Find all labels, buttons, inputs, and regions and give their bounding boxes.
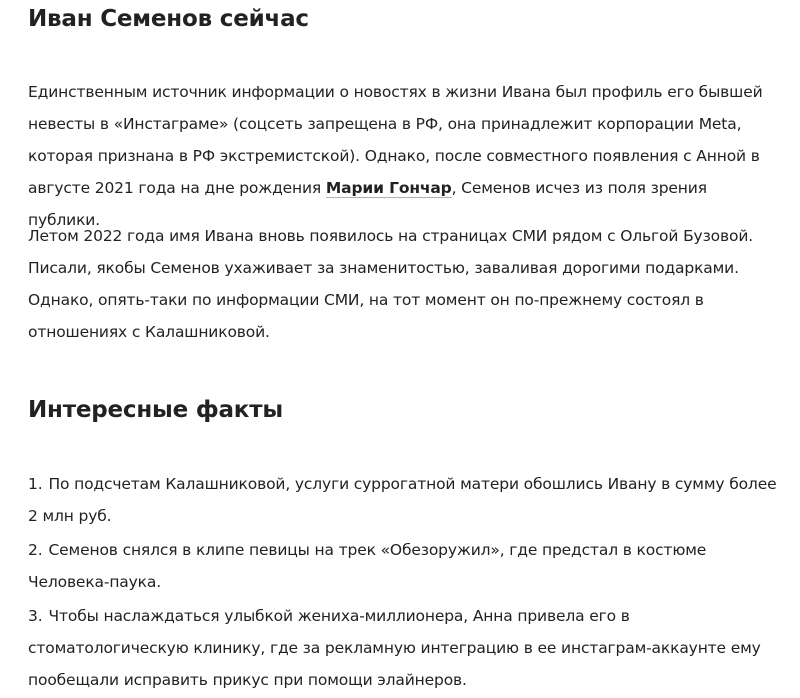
paragraph-buzova: Летом 2022 года имя Ивана вновь появилось на страницах СМИ рядом с Ольгой Бузовой. Писали, якобы Семенов ухаживает за знаменитостью, заваливая дорогими подарками. Однако, опять-таки по информации СМИ, на тот момент он по-прежнему состоял в отношениях с Калашниковой.	[28, 227, 754, 341]
paragraph-instagram	[28, 76, 778, 236]
fact-item-3	[28, 600, 778, 696]
paragraph-text-before-link: Единственным источник информации о новостях в жизни Ивана был профиль его бывшей невесты в «Инстаграме» (соцсеть запрещена в РФ, она принадлежит корпорации Meta, которая признана в РФ экстремистской). Однако, после совместного появления с Анной в августе 2021 года на дне рождения	[28, 83, 763, 197]
fact-text: Чтобы наслаждаться улыбкой жениха-миллионера, Анна привела его в стоматологическую клинику, где за рекламную интеграцию в ее инстаграм-аккаунте ему пообещали исправить прикус при помощи элайнеров.	[28, 607, 761, 689]
facts-list	[28, 468, 778, 698]
fact-item-1	[28, 468, 778, 532]
fact-item-2	[28, 534, 778, 598]
section-heading-facts: Интересные факты	[28, 397, 283, 423]
fact-number: 1.	[28, 475, 43, 493]
fact-number: 2.	[28, 541, 43, 559]
section-heading-now: Иван Семенов сейчас	[28, 6, 309, 32]
link-mariya-gonchar[interactable]: Марии Гончар	[325, 179, 452, 197]
paragraph-text-after-link: , Семенов исчез из поля зрения публики.	[28, 179, 707, 229]
fact-number: 3.	[28, 607, 43, 625]
fact-text: Семенов снялся в клипе певицы на трек «Обезоружил», где предстал в костюме Человека-паука.	[28, 541, 707, 591]
fact-text: По подсчетам Калашниковой, услуги суррогатной матери обошлись Ивану в сумму более 2 млн руб.	[28, 475, 777, 525]
